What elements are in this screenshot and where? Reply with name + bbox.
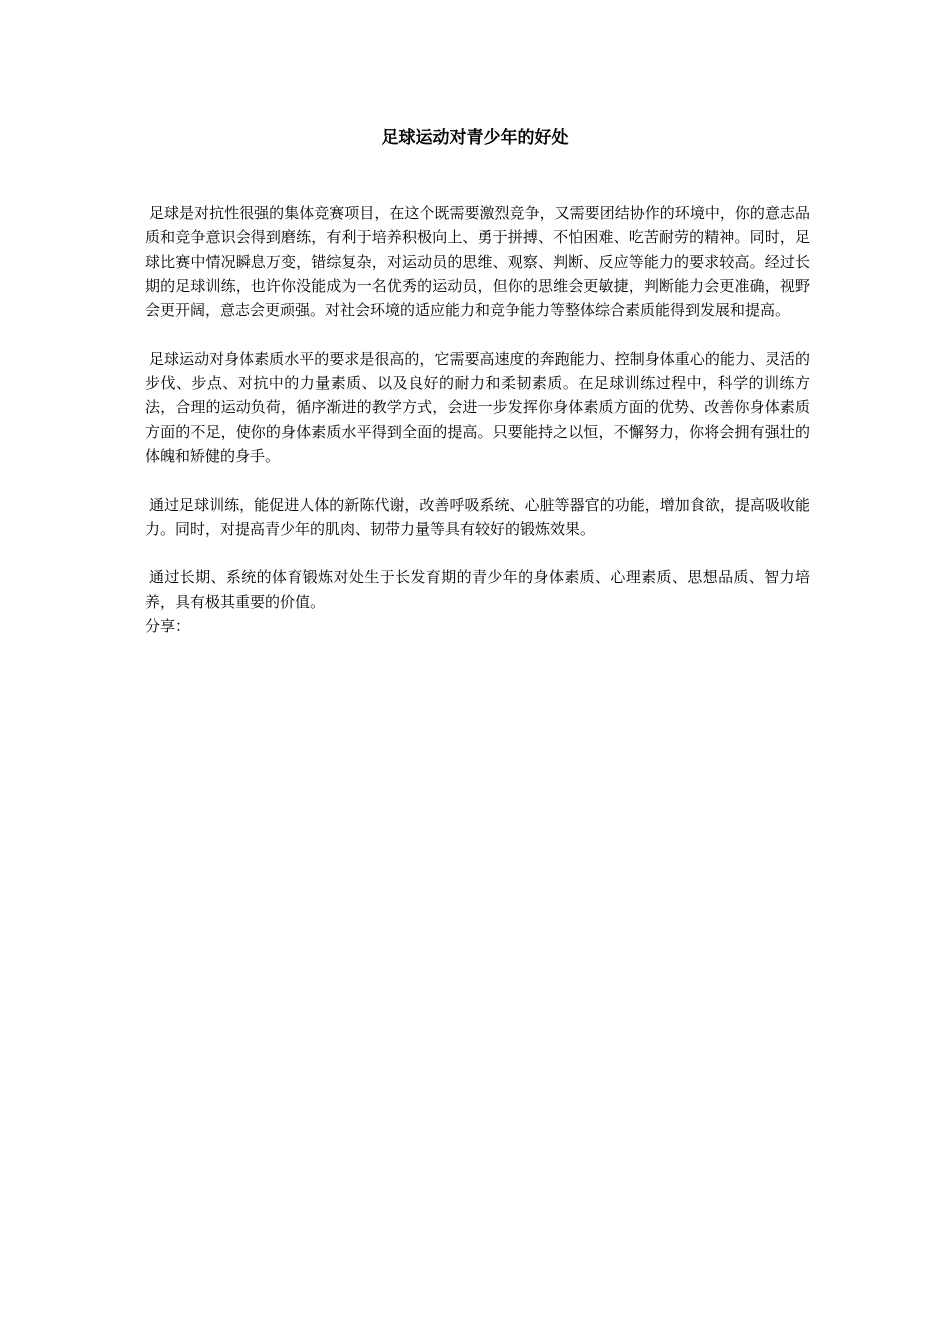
document-title: 足球运动对青少年的好处 bbox=[381, 128, 569, 148]
paragraph-1: 足球是对抗性很强的集体竞赛项目，在这个既需要激烈竞争，又需要团结协作的环境中，你的意志品质和竞争意识会得到磨练，有利于培养积极向上、勇于拼搏、不怕困难、吃苦耐劳的精神。同时，足球比赛中情况瞬息万变，错综复杂，对运动员的思维、观察、判断、反应等能力的要求较高。经过长期的足球训练，也许你没能成为一名优秀的运动员，但你的思维会更敏捷，判断能力会更准确，视野会更开阔，意志会更顽强。对社会环境的适应能力和竞争能力等整体综合素质能得到发展和提高。 bbox=[145, 204, 810, 320]
paragraph-4: 通过长期、系统的体育锻炼对处生于长发育期的青少年的身体素质、心理素质、思想品质、智力培养，具有极其重要的价值。 bbox=[145, 568, 810, 611]
paragraph-2: 足球运动对身体素质水平的要求是很高的，它需要高速度的奔跑能力、控制身体重心的能力、灵活的步伐、步点、对抗中的力量素质、以及良好的耐力和柔韧素质。在足球训练过程中，科学的训练方法，合理的运动负荷，循序渐进的教学方式，会进一步发挥你身体素质方面的优势、改善你身体素质方面的不足，使你的身体素质水平得到全面的提高。只要能持之以恒，不懈努力，你将会拥有强壮的体魄和矫健的身手。 bbox=[145, 349, 810, 465]
document-body bbox=[145, 201, 810, 638]
share-label: 分享： bbox=[145, 617, 191, 636]
paragraph-3: 通过足球训练，能促进人体的新陈代谢，改善呼吸系统、心脏等器官的功能，增加食欲，提高吸收能力。同时，对提高青少年的肌肉、韧带力量等具有较好的锻炼效果。 bbox=[145, 495, 810, 538]
